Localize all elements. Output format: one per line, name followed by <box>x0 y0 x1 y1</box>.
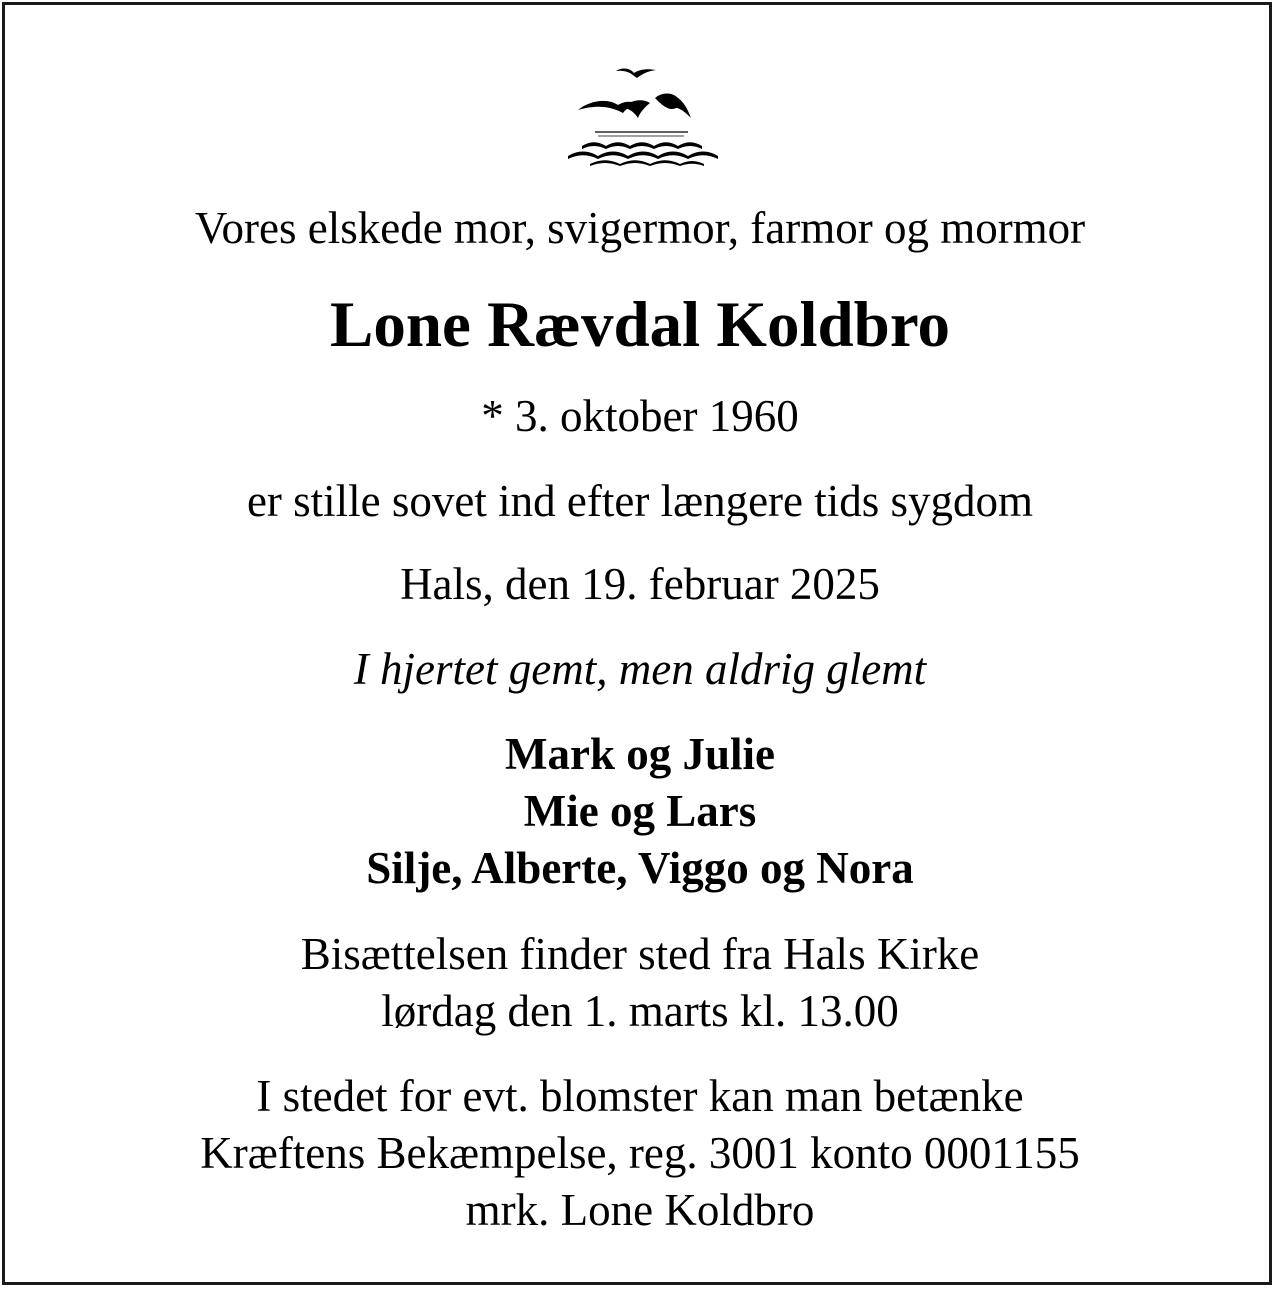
birth-date: * 3. oktober 1960 <box>481 391 799 441</box>
funeral-location: Bisættelsen finder sted fra Hals Kirke <box>300 929 980 979</box>
place-and-date: Hals, den 19. februar 2025 <box>400 559 880 609</box>
family-line: Mie og Lars <box>523 786 757 836</box>
seagulls-over-waves-icon <box>560 58 725 173</box>
memorial-quote: I hjertet gemt, men aldrig glemt <box>353 644 927 694</box>
intro-text: Vores elskede mor, svigermor, farmor og mormor <box>194 203 1086 253</box>
deceased-name: Lone Rævdal Koldbro <box>329 289 951 361</box>
donation-account: Kræftens Bekæmpelse, reg. 3001 konto 0001155 <box>200 1128 1080 1178</box>
donation-reference: mrk. Lone Koldbro <box>465 1185 815 1235</box>
funeral-time: lørdag den 1. marts kl. 13.00 <box>381 986 899 1036</box>
family-line: Mark og Julie <box>505 729 775 779</box>
donation-line: I stedet for evt. blomster kan man betænke <box>256 1071 1024 1121</box>
death-note: er stille sovet ind efter længere tids sygdom <box>246 476 1034 526</box>
family-line: Silje, Alberte, Viggo og Nora <box>366 843 914 893</box>
